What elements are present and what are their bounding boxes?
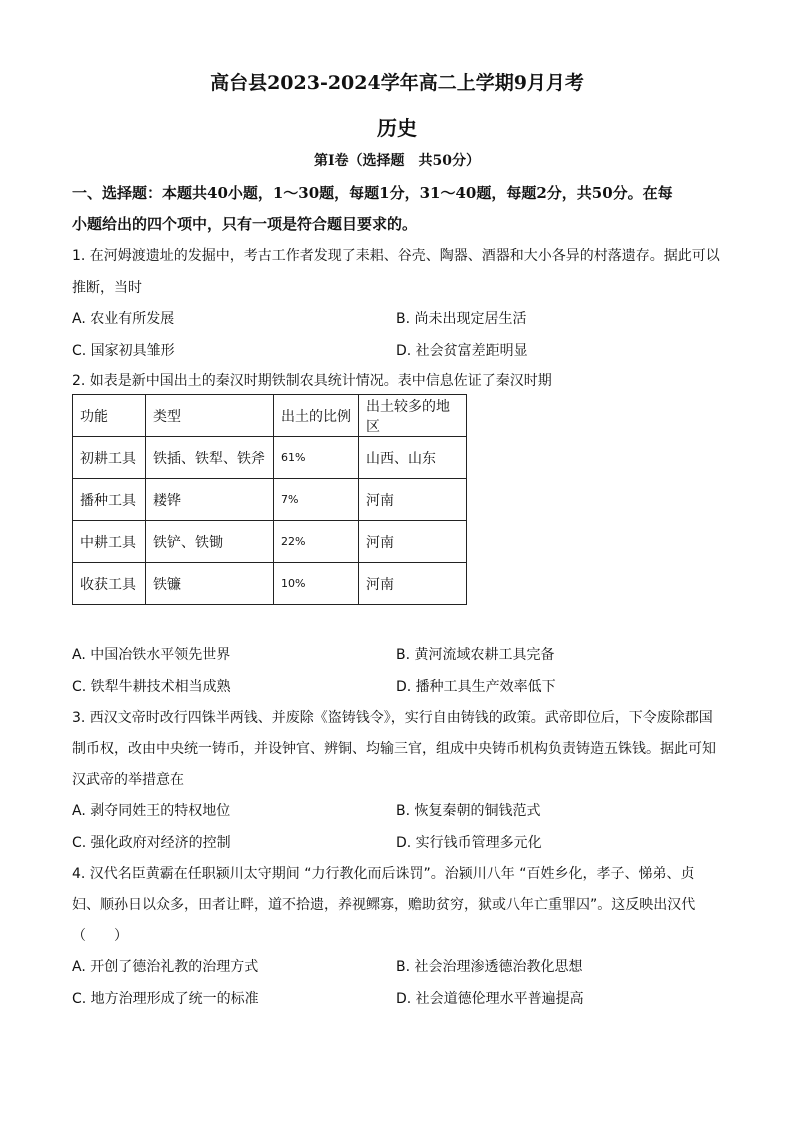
table-cell: 7% (274, 479, 359, 521)
table-cell: 铁镰 (146, 563, 274, 605)
q3-option-b: B. 恢复秦朝的铜钱范式 (396, 803, 541, 819)
table-row (73, 563, 467, 605)
q3-stem-line2: 制币权，改由中央统一铸币，并设钟官、辨铜、均输三官，组成中央铸币机构负责铸造五铢钱。据此可知 (72, 741, 716, 757)
q2-option-b: B. 黄河流域农耕工具完备 (396, 647, 555, 663)
q3-option-c: C. 强化政府对经济的控制 (72, 835, 231, 851)
table-row (73, 521, 467, 563)
table-cell: 10% (274, 563, 359, 605)
q1-option-d: D. 社会贫富差距明显 (396, 343, 528, 359)
q4-stem-line1: 4. 汉代名臣黄霸在任职颍川太守期间 “力行教化而后诛罚”。治颍川八年 “百姓乡化，孝子、悌弟、贞 (72, 866, 695, 882)
section-instructions-line1: 一、选择题：本题共40小题，1～30题，每题1分，31～40题，每题2分，共50分。在每 (72, 184, 673, 202)
q1-option-c: C. 国家初具雏形 (72, 343, 175, 359)
section-instructions-line2: 小题给出的四个项中，只有一项是符合题目要求的。 (72, 215, 418, 233)
table-row (73, 437, 467, 479)
q2-option-a: A. 中国冶铁水平领先世界 (72, 647, 231, 663)
q3-option-a: A. 剥夺同姓王的特权地位 (72, 803, 231, 819)
q3-option-d: D. 实行钱币管理多元化 (396, 835, 542, 851)
table-cell: 22% (274, 521, 359, 563)
q4-option-b: B. 社会治理渗透德治教化思想 (396, 959, 583, 975)
q1-option-b: B. 尚未出现定居生活 (396, 311, 527, 327)
table-cell: 收获工具 (73, 563, 146, 605)
table-row (73, 479, 467, 521)
table-cell: 61% (274, 437, 359, 479)
table-cell: 铁插、铁犁、铁斧 (146, 437, 274, 479)
table-cell: 中耕工具 (73, 521, 146, 563)
table-header-row (73, 395, 467, 437)
volume-heading: 第Ⅰ卷（选择题 共50分） (313, 153, 481, 169)
table-header: 类型 (146, 395, 274, 437)
table-cell: 河南 (359, 521, 467, 563)
q1-option-a: A. 农业有所发展 (72, 311, 175, 327)
q2-stem-line1: 2. 如表是新中国出土的秦汉时期铁制农具统计情况。表中信息佐证了秦汉时期 (72, 373, 552, 389)
q1-stem-line1: 1. 在河姆渡遗址的发掘中，考古工作者发现了耒耜、谷壳、陶器、酒器和大小各异的村落遗存。据此可以 (72, 248, 720, 264)
q2-option-d: D. 播种工具生产效率低下 (396, 679, 556, 695)
table-cell: 初耕工具 (73, 437, 146, 479)
table-cell: 铁铲、铁锄 (146, 521, 274, 563)
q3-stem-line1: 3. 西汉文帝时改行四铢半两钱、并废除《盗铸钱令》，实行自由铸钱的政策。武帝即位后，下令废除郡国 (72, 710, 713, 726)
table-header: 出土的比例 (274, 395, 359, 437)
farm-tools-table (72, 394, 467, 605)
table-header: 功能 (73, 395, 146, 437)
table-cell: 山西、山东 (359, 437, 467, 479)
q4-stem-line2: 妇、顺孙日以众多，田者让畔，道不拾遗，养视鳏寡，赡助贫穷，狱或八年亡重罪囚”。这反映出汉代 (72, 897, 696, 913)
exam-title: 高台县2023-2024学年高二上学期9月月考 (210, 72, 584, 94)
table-cell: 河南 (359, 563, 467, 605)
q3-stem-line3: 汉武帝的举措意在 (72, 772, 184, 788)
q1-stem-line2: 推断，当时 (72, 280, 142, 296)
q4-option-a: A. 开创了德治礼教的治理方式 (72, 959, 259, 975)
q4-option-d: D. 社会道德伦理水平普遍提高 (396, 991, 584, 1007)
table-header: 出土较多的地区 (359, 395, 467, 437)
q2-option-c: C. 铁犁牛耕技术相当成熟 (72, 679, 231, 695)
q4-answer-blank: （ ） (72, 928, 128, 944)
table-cell: 耧铧 (146, 479, 274, 521)
table-cell: 播种工具 (73, 479, 146, 521)
table-cell: 河南 (359, 479, 467, 521)
subject-title: 历史 (377, 116, 417, 140)
q4-option-c: C. 地方治理形成了统一的标准 (72, 991, 259, 1007)
